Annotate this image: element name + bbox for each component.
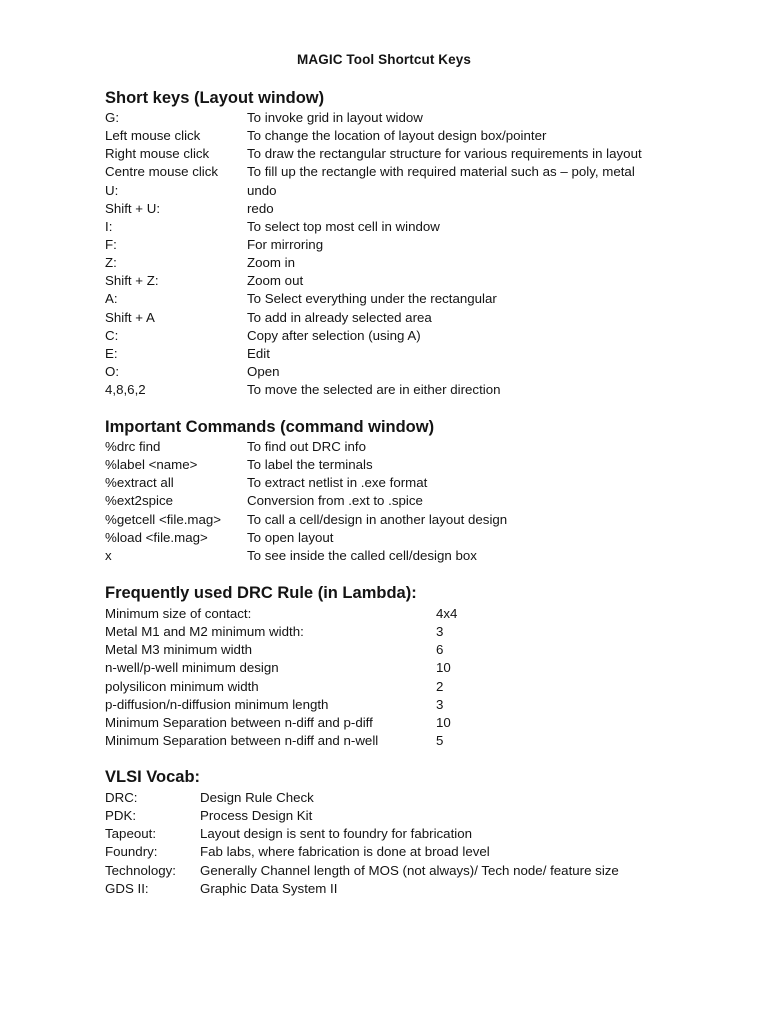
shortcuts-row-key: Right mouse click xyxy=(105,146,210,162)
drc-row-value: 2 xyxy=(436,678,444,694)
vocab-row-value: Generally Channel length of MOS (not always)/ Tech node/ feature size xyxy=(200,862,619,878)
shortcuts-row-value: Edit xyxy=(247,345,270,361)
commands-row-value: To find out DRC info xyxy=(247,439,366,454)
commands-row-value: To label the terminals xyxy=(247,457,373,473)
shortcuts-row-value: To change the location of layout design box/pointer xyxy=(247,128,547,144)
commands-row-key: %extract all xyxy=(105,475,174,491)
shortcuts-row-value: Zoom out xyxy=(247,273,304,289)
shortcuts-row-value: To invoke grid in layout widow xyxy=(247,110,423,125)
shortcuts-row-key: Left mouse click xyxy=(105,128,201,144)
drc-row-key: Metal M3 minimum width xyxy=(105,642,253,658)
shortcuts-row-value: Copy after selection (using A) xyxy=(247,327,421,343)
shortcuts-row-value: To fill up the rectangle with required material such as – poly, metal xyxy=(247,164,635,180)
drc-row-key: p-diffusion/n-diffusion minimum length xyxy=(105,696,329,712)
commands-row-value: To open layout xyxy=(247,529,334,545)
shortcuts-row-key: I: xyxy=(105,218,113,234)
shortcuts-row-key: A: xyxy=(105,291,118,307)
shortcuts-row-value: redo xyxy=(247,200,274,216)
shortcuts-row-value: To move the selected are in either direction xyxy=(247,382,501,398)
drc-row-value: 10 xyxy=(436,714,451,730)
drc-row-key: Metal M1 and M2 minimum width: xyxy=(105,624,304,640)
shortcuts-row-key: 4,8,6,2 xyxy=(105,382,146,398)
drc-row-key: Minimum Separation between n-diff and p-diff xyxy=(105,714,373,730)
vocab-row-key: Tapeout: xyxy=(105,826,157,842)
shortcuts-row-key: C: xyxy=(105,327,119,343)
commands-row-value: To see inside the called cell/design box xyxy=(247,547,477,563)
vocab-row-value: Process Design Kit xyxy=(200,808,313,824)
shortcuts-row-key: Z: xyxy=(105,255,117,271)
shortcuts-row-key: E: xyxy=(105,345,118,361)
vocab-row-value: Fab labs, where fabrication is done at broad level xyxy=(200,844,490,860)
section-heading-commands: Important Commands (command window) xyxy=(105,418,435,436)
drc-row-key: polysilicon minimum width xyxy=(105,678,259,694)
vocab-row-value: Graphic Data System II xyxy=(200,880,338,896)
vocab-row-key: Foundry: xyxy=(105,844,158,860)
vocab-row-key: DRC: xyxy=(105,790,138,805)
section-heading-vocab: VLSI Vocab: xyxy=(105,768,201,786)
vocab-row-key: PDK: xyxy=(105,808,137,824)
shortcuts-row-key: Shift + A xyxy=(105,309,155,325)
commands-row-key: %label <name> xyxy=(105,457,198,473)
commands-row-value: To extract netlist in .exe format xyxy=(247,475,428,491)
shortcuts-row-key: G: xyxy=(105,110,120,125)
shortcuts-row-key: Centre mouse click xyxy=(105,164,219,180)
shortcuts-row-key: U: xyxy=(105,182,119,198)
commands-row-key: %ext2spice xyxy=(105,493,173,509)
shortcuts-row-value: To Select everything under the rectangular xyxy=(247,291,497,307)
vocab-row-value: Design Rule Check xyxy=(200,790,314,805)
page-title: MAGIC Tool Shortcut Keys xyxy=(297,52,471,67)
drc-row-key: Minimum size of contact: xyxy=(105,606,252,621)
section-heading-shortcuts: Short keys (Layout window) xyxy=(105,89,325,107)
drc-row-value: 10 xyxy=(436,660,451,676)
section-heading-drc: Frequently used DRC Rule (in Lambda): xyxy=(105,584,417,602)
vocab-row-value: Layout design is sent to foundry for fabrication xyxy=(200,826,473,842)
shortcuts-row-value: Open xyxy=(247,363,280,379)
shortcuts-row-key: Shift + Z: xyxy=(105,273,159,289)
drc-row-value: 3 xyxy=(436,696,444,712)
commands-row-key: %load <file.mag> xyxy=(105,529,208,545)
commands-row-key: x xyxy=(105,547,112,563)
shortcuts-row-value: undo xyxy=(247,182,277,198)
shortcuts-row-key: Shift + U: xyxy=(105,200,161,216)
commands-row-key: %getcell <file.mag> xyxy=(105,511,222,527)
shortcuts-row-key: O: xyxy=(105,363,120,379)
commands-row-value: To call a cell/design in another layout design xyxy=(247,511,508,527)
shortcuts-row-value: To draw the rectangular structure for various requirements in layout xyxy=(247,146,642,162)
commands-row-value: Conversion from .ext to .spice xyxy=(247,493,423,509)
vocab-row-key: Technology: xyxy=(105,862,176,878)
shortcuts-row-value: For mirroring xyxy=(247,236,324,252)
drc-row-key: Minimum Separation between n-diff and n-well xyxy=(105,732,379,748)
shortcuts-row-value: To select top most cell in window xyxy=(247,218,440,234)
drc-row-value: 4x4 xyxy=(436,606,458,621)
drc-row-value: 3 xyxy=(436,624,444,640)
shortcuts-row-key: F: xyxy=(105,236,117,252)
drc-row-value: 5 xyxy=(436,732,444,748)
vocab-row-key: GDS II: xyxy=(105,880,149,896)
shortcuts-row-value: Zoom in xyxy=(247,255,296,271)
drc-row-value: 6 xyxy=(436,642,444,658)
commands-row-key: %drc find xyxy=(105,439,161,454)
drc-row-key: n-well/p-well minimum design xyxy=(105,660,279,676)
shortcuts-row-value: To add in already selected area xyxy=(247,309,432,325)
